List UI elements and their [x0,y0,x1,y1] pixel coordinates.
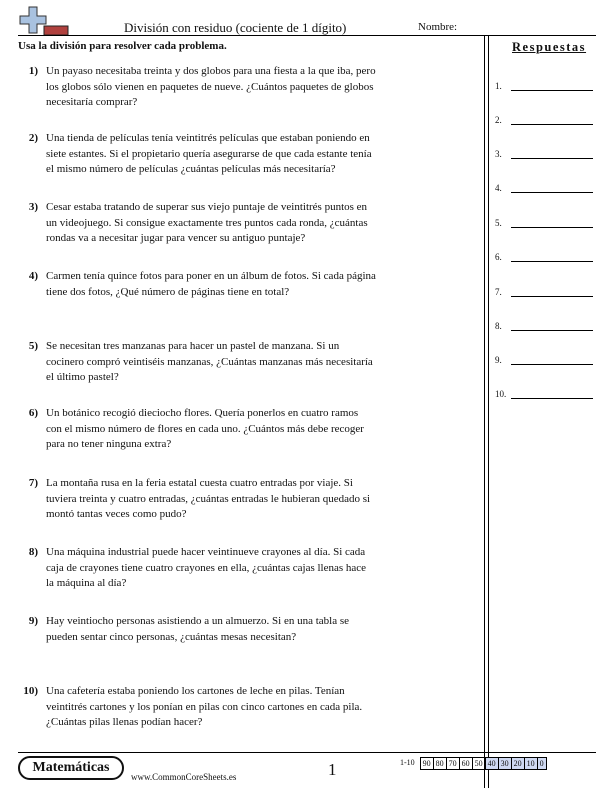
score-range-label: 1-10 [400,758,415,767]
score-cell: 80 [433,757,447,770]
answer-blank[interactable] [511,227,593,228]
question-number: 6) [28,407,38,419]
answer-blank[interactable] [511,124,593,125]
question-number: 1) [28,65,38,77]
worksheet-title: División con residuo (cociente de 1 dígito) [124,20,347,35]
header-divider [18,35,596,36]
answers-title: Respuestas [512,40,587,54]
answer-blank[interactable] [511,364,593,365]
answer-number: 7. [495,287,502,297]
score-cell: 40 [485,757,499,770]
question-number: 4) [28,270,38,282]
page-number: 1 [328,760,337,779]
answers-divider-right [488,35,489,788]
footer-divider [18,752,596,753]
question-text: Cesar estaba tratando de superar sus viejo puntaje de veintitrés puntos en un videojuego. Si consigue exactamente tres puntos cada ronda, ¿cuántas rondas va a necesitar jugar para vencer su antiguo puntaje? [46,201,368,244]
question-text: Una cafetería estaba poniendo los cartones de leche en pilas. Tenían veintitrés cartones y los ponían en pilas con cinco cartones en cada pila. ¿Cuántas pilas llenas podían hacer? [46,685,363,728]
worksheet-logo-icon [18,5,70,39]
question-number: 3) [28,201,38,213]
question-number: 7) [28,477,38,489]
question-text: La montaña rusa en la feria estatal cuesta cuatro entradas por viaje. Si tuviera treinta y cuatro entradas, ¿cuántas entradas le hubieran quedado si montó tantas veces como pudo? [46,477,371,520]
question-number: 5) [28,340,38,352]
question-number: 2) [28,132,38,144]
question-number: 10) [23,685,38,697]
answer-number: 5. [495,218,502,228]
question-text: Carmen tenía quince fotos para poner en un álbum de fotos. Si cada página tiene dos fotos, ¿Qué número de páginas tiene en total? [46,270,376,298]
score-cell: 10 [524,757,538,770]
answer-blank[interactable] [511,398,593,399]
answer-number: 1. [495,81,502,91]
answer-blank[interactable] [511,296,593,297]
answer-number: 8. [495,321,502,331]
question-number: 8) [28,546,38,558]
answer-number: 9. [495,355,502,365]
answer-blank[interactable] [511,330,593,331]
score-cell: 0 [537,757,547,770]
score-cell: 20 [511,757,525,770]
answer-number: 2. [495,115,502,125]
site-url: www.CommonCoreSheets.es [131,772,237,782]
name-label: Nombre: [418,21,458,33]
score-cell: 60 [459,757,473,770]
question-text: Hay veintiocho personas asistiendo a un almuerzo. Si en una tabla se pueden sentar cinco personas, ¿cuántas mesas necesitan? [46,615,350,643]
score-cell: 90 [420,757,434,770]
question-text: Un botánico recogió dieciocho flores. Quería ponerlos en cuatro ramos con el mismo número de flores en cada uno. ¿Cuántos más debe recoger para no tener ninguna extra? [46,407,364,450]
question-text: Una tienda de películas tenía veintitrés películas que estaban poniendo en siete estantes. Si el propietario quería asegurarse de que cada estante tenía el mismo número de películas ¿cuántas películas más necesitaría? [46,132,372,175]
instructions: Usa la división para resolver cada problema. [18,40,227,52]
score-cell: 50 [472,757,486,770]
question-text: Una máquina industrial puede hacer veintinueve crayones al día. Si cada caja de crayones tiene cuatro crayones en ella, ¿cuántas cajas llenas hace la máquina al día? [46,546,367,589]
answer-number: 3. [495,149,502,159]
brand-badge: Matemáticas [18,756,124,780]
answer-blank[interactable] [511,158,593,159]
answer-number: 4. [495,183,502,193]
answer-blank[interactable] [511,261,593,262]
answer-blank[interactable] [511,90,593,91]
score-table [398,757,547,770]
question-text: Se necesitan tres manzanas para hacer un pastel de manzana. Si un cocinero compró veintiséis manzanas, ¿Cuántas manzanas más necesitaría el último pastel? [46,340,373,383]
score-cell: 70 [446,757,460,770]
question-number: 9) [28,615,38,627]
answers-divider-left [484,35,485,788]
question-text: Un payaso necesitaba treinta y dos globos para una fiesta a la que iba, pero los globos sólo vienen en paquetes de nueve. ¿Cuántos paquetes de globos necesitaría comprar? [46,65,376,108]
score-cell: 30 [498,757,512,770]
answer-blank[interactable] [511,192,593,193]
answer-number: 10. [495,389,507,399]
answer-number: 6. [495,252,502,262]
